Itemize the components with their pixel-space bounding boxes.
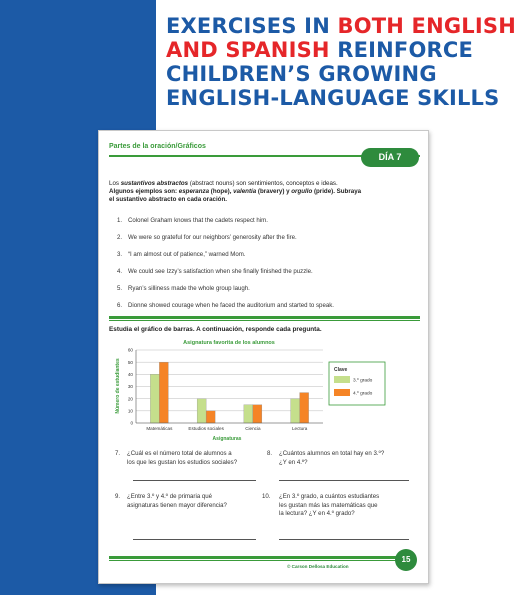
- y-tick-label: 60: [127, 347, 133, 353]
- legend: [329, 362, 385, 405]
- x-axis-title: Asignaturas: [212, 436, 242, 442]
- question-text-line: ¿Entre 3.º y 4.º de primaria qué: [127, 493, 213, 500]
- instructions-paragraph: [109, 180, 419, 204]
- sentence-item: [117, 268, 417, 285]
- y-tick-label: 50: [127, 359, 133, 365]
- question-number: 10.: [262, 493, 271, 500]
- bar-4th-grade: [159, 362, 168, 423]
- bottom-divider-thick: [109, 556, 409, 559]
- question-9: [115, 493, 265, 510]
- bar-group: [150, 362, 308, 423]
- bar-4th-grade: [206, 411, 215, 423]
- legend-swatch-3rd-grade: [334, 376, 350, 383]
- sentence-text: “I am almost out of patience,” warned Mom.: [128, 251, 246, 258]
- question-number: 8.: [267, 450, 273, 457]
- sentence-text: Ryan’s silliness made the whole group laugh.: [128, 285, 250, 292]
- intro-text-5: (bravery) y: [256, 188, 292, 195]
- intro-text-4: (hope),: [209, 188, 234, 195]
- legend-label-4th-grade: 4.º grado: [353, 391, 373, 397]
- y-tick-label: 40: [127, 371, 133, 377]
- headline-line2-red: AND SPANISH: [166, 38, 330, 62]
- x-tick-label: Matemáticas: [146, 426, 173, 431]
- sentence-number: 4.: [117, 268, 123, 275]
- sentence-number: 1.: [117, 217, 123, 224]
- intro-text-2: (abstract nouns) son sentimientos, conceptos e ideas.: [188, 180, 338, 187]
- sentence-item: [117, 285, 417, 302]
- intro-text-3: Algunos ejemplos son:: [109, 188, 179, 195]
- sentence-text: Dionne showed courage when he faced the auditorium and started to speak.: [128, 302, 334, 309]
- sentence-text: Colonel Graham knows that the cadets respect him.: [128, 217, 268, 224]
- x-tick-label: Estudios sociales: [188, 426, 224, 431]
- intro-text-6: (pride). Subraya: [312, 188, 362, 195]
- middle-divider-thick: [109, 316, 420, 319]
- chart-prompt: Estudia el gráfico de barras. A continuación, responde cada pregunta.: [109, 326, 322, 333]
- intro-text-7: el sustantivo abstracto en cada oración.: [109, 196, 227, 203]
- bar-4th-grade: [300, 393, 309, 423]
- headline-line2-blue: REINFORCE: [329, 38, 474, 62]
- question-number: 7.: [115, 450, 121, 457]
- question-text-line: los que les gustan los estudios sociales?: [127, 458, 238, 466]
- bar-3rd-grade: [244, 405, 253, 423]
- question-7: [115, 450, 265, 467]
- legend-title: Clave: [334, 367, 348, 373]
- answer-line-8[interactable]: [279, 480, 409, 481]
- y-tick-label: 20: [127, 396, 133, 402]
- headline: [166, 14, 516, 110]
- legend-label-3rd-grade: 3.º grado: [353, 378, 373, 384]
- headline-line1-blue: EXERCISES IN: [166, 14, 338, 38]
- bar-chart: [109, 338, 399, 442]
- question-text-line: les gustan más las matemáticas que: [279, 501, 378, 509]
- answer-line-10[interactable]: [279, 539, 409, 540]
- page-number-badge: 15: [395, 549, 417, 571]
- y-tick-label: 0: [130, 420, 133, 426]
- question-text-line: la lectura? ¿Y en 4.º grado?: [279, 510, 355, 517]
- sentence-number: 3.: [117, 251, 123, 258]
- intro-example-3: orgullo: [291, 188, 313, 195]
- intro-text-1: Los: [109, 180, 121, 187]
- intro-example-2: valentía: [233, 188, 257, 195]
- bar-3rd-grade: [197, 399, 206, 423]
- question-text-line: ¿Y en 4.º?: [279, 458, 308, 466]
- day-badge: DÍA 7: [361, 148, 419, 167]
- question-number: 9.: [115, 493, 121, 500]
- intro-term: sustantivos abstractos: [120, 180, 189, 187]
- question-text-line: ¿En 3.º grado, a cuántos estudiantes: [279, 493, 380, 500]
- legend-swatch-4th-grade: [334, 389, 350, 396]
- worksheet-page: [98, 130, 429, 584]
- y-tick-label: 30: [127, 384, 133, 390]
- question-8: [267, 450, 417, 467]
- intro-example-1: esperanza: [178, 188, 210, 195]
- bottom-divider-thin: [109, 560, 409, 561]
- sentence-text: We were so grateful for our neighbors’ generosity after the fire.: [128, 234, 297, 241]
- headline-line1-red: BOTH ENGLISH: [337, 14, 517, 38]
- chart-title: Asignatura favorita de los alumnos: [183, 340, 275, 346]
- question-text-line: ¿Cuántos alumnos en total hay en 3.º?: [279, 450, 385, 457]
- answer-line-7[interactable]: [133, 480, 256, 481]
- question-10: [262, 493, 422, 519]
- answer-line-9[interactable]: [133, 539, 256, 540]
- bar-4th-grade: [253, 405, 262, 423]
- sentence-item: [117, 234, 417, 251]
- copyright-text: © Carson Dellosa Education: [287, 564, 349, 569]
- x-tick-label: Ciencia: [245, 426, 261, 431]
- question-text-line: asignaturas tienen mayor diferencia?: [127, 501, 227, 509]
- sentence-number: 5.: [117, 285, 123, 292]
- sentence-number: 6.: [117, 302, 123, 309]
- sentence-text: We could see Izzy’s satisfaction when she finally finished the puzzle.: [128, 268, 313, 275]
- sentence-item: [117, 217, 417, 234]
- question-text-line: ¿Cuál es el número total de alumnos a: [127, 450, 232, 457]
- sentence-number: 2.: [117, 234, 123, 241]
- bar-3rd-grade: [291, 399, 300, 423]
- sentence-list: [117, 217, 417, 319]
- headline-line3: CHILDREN’S GROWING: [166, 62, 437, 86]
- y-axis-title: Número de estudiantes: [115, 358, 121, 414]
- y-tick-label: 10: [127, 408, 133, 414]
- bar-3rd-grade: [150, 374, 159, 423]
- headline-line4: ENGLISH-LANGUAGE SKILLS: [166, 86, 500, 110]
- section-title: Partes de la oración/Gráficos: [109, 143, 206, 150]
- x-tick-label: Lectura: [291, 426, 308, 431]
- sentence-item: [117, 251, 417, 268]
- middle-divider-thin: [109, 320, 420, 321]
